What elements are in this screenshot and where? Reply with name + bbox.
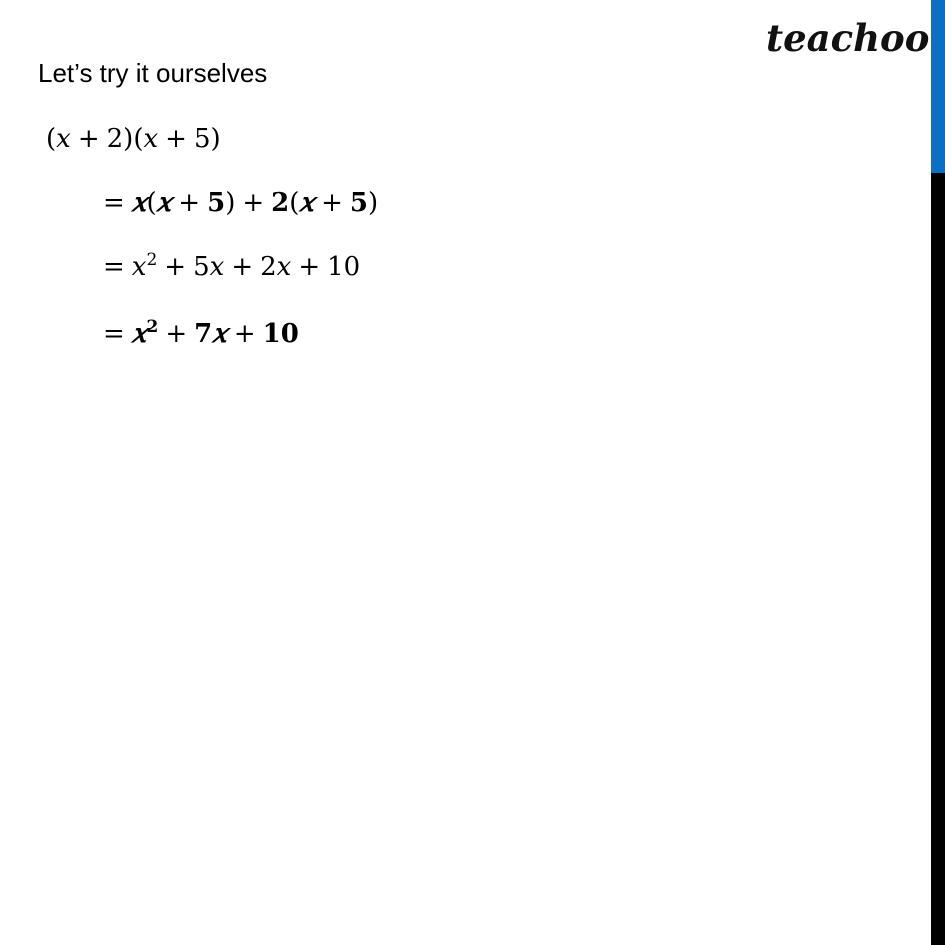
math-token: 𝑥 bbox=[299, 188, 315, 218]
math-line-distribute bbox=[103, 186, 378, 220]
math-exponent: 2 bbox=[146, 317, 159, 337]
math-line-original-expression bbox=[46, 122, 221, 156]
math-token: + bbox=[231, 252, 254, 282]
math-token: 2 bbox=[260, 252, 277, 282]
math-token: = bbox=[103, 252, 125, 282]
math-token: ( bbox=[146, 188, 157, 218]
math-token: ) bbox=[367, 188, 379, 218]
math-token: + bbox=[165, 124, 187, 154]
slide-heading: Let’s try it ourselves bbox=[38, 58, 268, 88]
math-token: 𝑥 bbox=[276, 252, 292, 282]
math-line-expand bbox=[103, 250, 360, 284]
math-token: ( bbox=[289, 188, 300, 218]
math-token: = bbox=[103, 188, 125, 218]
math-token: + bbox=[77, 124, 100, 154]
math-token: ) bbox=[225, 188, 236, 218]
math-token: 5 bbox=[207, 188, 226, 218]
math-token: + bbox=[165, 319, 188, 349]
math-token: 2 bbox=[271, 188, 290, 218]
math-token: + bbox=[178, 188, 201, 218]
math-token: 10 bbox=[327, 252, 361, 282]
math-token: 𝑥 bbox=[131, 319, 147, 349]
math-token: 𝑥 bbox=[131, 188, 147, 218]
teachoo-logo: teachoo bbox=[766, 16, 930, 60]
math-token: 𝑥 bbox=[212, 319, 227, 349]
math-token: 𝑥 bbox=[156, 188, 172, 218]
math-token: + bbox=[321, 188, 343, 218]
math-token: ) bbox=[210, 124, 221, 154]
math-token: 𝑥 bbox=[131, 252, 147, 282]
math-token: 10 bbox=[262, 319, 299, 349]
math-token: + bbox=[233, 319, 256, 349]
math-token: = bbox=[103, 319, 125, 349]
math-token: 𝑥 bbox=[209, 252, 225, 282]
math-token: 𝑥 bbox=[56, 124, 71, 154]
math-exponent: 2 bbox=[146, 250, 158, 270]
math-token: 7 bbox=[194, 319, 213, 349]
math-token: 𝑥 bbox=[143, 124, 159, 154]
math-token: ( bbox=[133, 124, 144, 154]
math-token: 5 bbox=[193, 252, 210, 282]
math-token: 5 bbox=[349, 188, 368, 218]
math-token: ( bbox=[46, 124, 57, 154]
math-token: 5 bbox=[193, 124, 211, 154]
slide-accent-bar-black bbox=[931, 173, 945, 945]
math-token: + bbox=[298, 252, 321, 282]
math-token: + bbox=[242, 188, 265, 218]
math-token: 2 bbox=[106, 124, 124, 154]
math-token: + bbox=[164, 252, 187, 282]
slide-accent-bar-blue bbox=[931, 0, 945, 173]
math-token: ) bbox=[123, 124, 134, 154]
math-line-result bbox=[103, 317, 299, 351]
